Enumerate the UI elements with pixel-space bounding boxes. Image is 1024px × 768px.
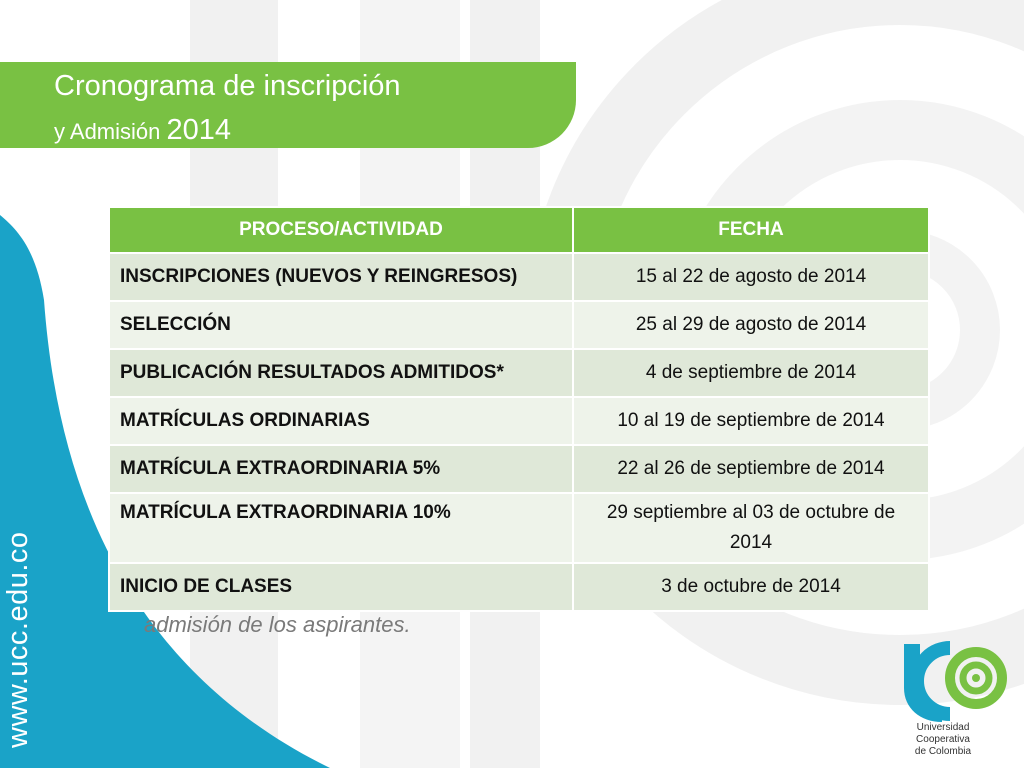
activity-cell: MATRÍCULA EXTRAORDINARIA 5% [109,445,573,493]
logo-text-line2: de Colombia [914,746,972,757]
date-cell: 10 al 19 de septiembre de 2014 [573,397,929,445]
logo-text [890,722,996,758]
date-cell: 22 al 26 de septiembre de 2014 [573,445,929,493]
table-row [109,301,929,349]
slide-title-line1: Cronograma de inscripción [54,70,401,102]
table-row [109,563,929,611]
activity-cell: SELECCIÓN [109,301,573,349]
slide-title-year: 2014 [166,114,232,146]
activity-cell: PUBLICACIÓN RESULTADOS ADMITIDOS* [109,349,573,397]
date-cell: 4 de septiembre de 2014 [573,349,929,397]
table-row [109,493,929,563]
activity-cell: MATRÍCULA EXTRAORDINARIA 10% [109,493,573,563]
date-cell: 15 al 22 de agosto de 2014 [573,253,929,301]
table-row [109,349,929,397]
activity-cell: INSCRIPCIONES (NUEVOS Y REINGRESOS) [109,253,573,301]
table-row [109,397,929,445]
logo-text-line1: Universidad Cooperativa [916,722,970,745]
header-activity: PROCESO/ACTIVIDAD [109,207,573,253]
slide-title-prefix: y Admisión [54,119,167,144]
date-cell: 3 de octubre de 2014 [573,563,929,611]
table-row [109,253,929,301]
date-cell: 29 septiembre al 03 de octubre de 2014 [573,493,929,563]
activity-cell: MATRÍCULAS ORDINARIAS [109,397,573,445]
date-cell: 25 al 29 de agosto de 2014 [573,301,929,349]
activity-cell: INICIO DE CLASES [109,563,573,611]
header-date: FECHA [573,207,929,253]
table-row [109,445,929,493]
slide-title-line2 [54,114,231,148]
schedule-table [108,206,930,612]
side-url-text: www.ucc.edu.co [2,531,34,748]
table-header-row [109,207,929,253]
footnote-text: admisión de los aspirantes. [144,612,411,637]
